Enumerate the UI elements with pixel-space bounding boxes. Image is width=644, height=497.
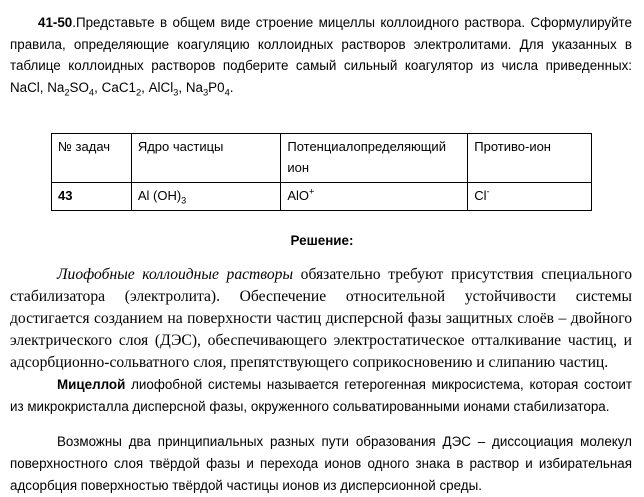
formula-subscript: 4 <box>224 87 230 98</box>
counter-ion-charge: - <box>486 186 490 197</box>
ion-formula: AlO <box>287 188 310 203</box>
core-subscript: 3 <box>181 195 187 206</box>
formula-part: , AlCl <box>141 79 174 95</box>
formula-part: P0 <box>208 79 225 95</box>
core-formula: Al (OH) <box>137 188 182 203</box>
paragraph-text: обязательно требуют присутствия специального стабилизатора (электролита). Обеспечение относительной устойчивости системы достигается созданием на поверхности частиц дисперсной фазы защитных слоёв – двойного электрического слоя (ДЭС), обеспечивающего электростатическое отталкивание частиц, и адсорбционно-сольватного слоя, препятствующего соприкосновению и слипанию частиц. <box>10 266 632 371</box>
table-header-row <box>52 134 592 183</box>
cell-core <box>131 183 281 211</box>
solution-paragraph-2 <box>10 374 632 418</box>
formula-subscript: 2 <box>135 87 142 98</box>
counter-ion-formula: Cl <box>474 188 487 203</box>
paragraph-text: лиофобной системы называется гетерогенная микросистема, которая состоит из микрокристалла дисперсной фазы, окруженного сольватированными ионами стабилизатора. <box>10 377 632 414</box>
cell-task-number: 43 <box>52 183 132 211</box>
formula-part: . <box>229 79 234 95</box>
ion-charge: + <box>309 186 315 197</box>
cell-potential-ion <box>281 183 468 211</box>
header-task-number: № задач <box>52 134 132 183</box>
colloid-table <box>51 133 592 211</box>
formula-subscript: 4 <box>88 87 95 98</box>
formula-part: SO <box>69 79 89 95</box>
formula-subscript: 3 <box>202 87 209 98</box>
header-core: Ядро частицы <box>131 134 281 183</box>
header-potential-ion: Потенциалопределяющий ион <box>281 134 468 183</box>
solution-paragraph-1 <box>10 264 632 374</box>
formula-subscript: 3 <box>173 87 179 98</box>
lyophobic-term: Лиофобные коллоидные растворы <box>57 266 294 283</box>
task-statement <box>10 12 632 98</box>
solution-paragraph-3: Возможны два принципиальных разных пути образования ДЭС – диссоциация молекул поверхностного слоя твёрдой фазы и перехода ионов одного знака в раствор и избирательная адсорбция поверхностью твёрдой частицы ионов из дисперсионной среды. <box>10 434 632 493</box>
formula-part: , СаС1 <box>94 79 136 95</box>
table-row <box>52 183 592 211</box>
task-number: 41-50 <box>38 15 73 30</box>
task-text: .Представьте в общем виде строение мицеллы коллоидного раствора. Сформулируйте правила, определяющие коагуляцию коллоидных растворов электролитами. Для указанных в таблице коллоидных растворов подберите самый сильный коагулятор из числа приведенных: NaCl, Na <box>10 15 632 95</box>
micelle-term: Мицеллой <box>57 377 126 392</box>
cell-counter-ion <box>468 183 592 211</box>
formula-part: , Na <box>178 79 203 95</box>
solution-heading: Решение: <box>290 233 354 248</box>
formula-subscript: 2 <box>64 87 70 98</box>
header-counter-ion: Противо-ион <box>468 134 592 183</box>
